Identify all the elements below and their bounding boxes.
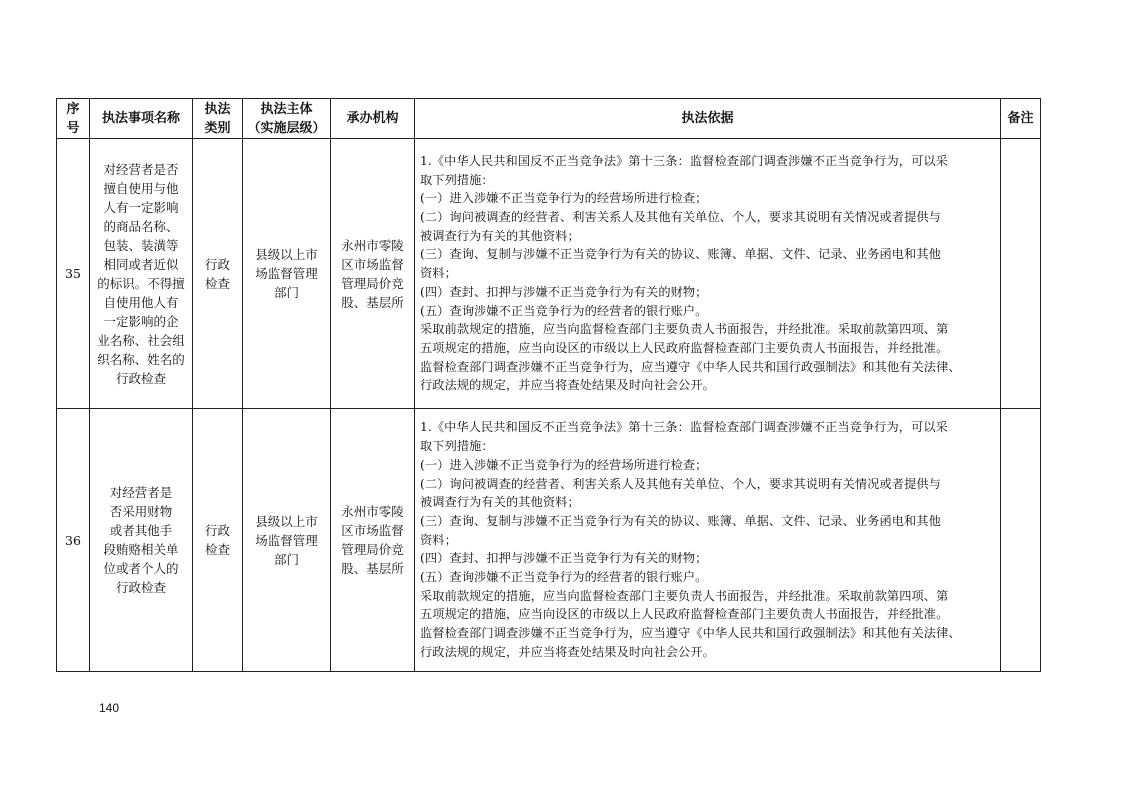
agency-line: 股、基层所 [341, 561, 404, 576]
header-category-line: 执法 [204, 101, 231, 117]
header-seq-line: 号 [66, 120, 80, 136]
row-agency [331, 139, 415, 409]
item-name-line: 段贿赂相关单 [103, 542, 179, 557]
row-basis [415, 409, 1001, 672]
agency-line: 管理局价竞 [341, 542, 404, 557]
basis-line: (二）询问被调查的经营者、利害关系人及其他有关单位、个人，要求其说明有关情况或者提供与 [420, 210, 941, 225]
agency-line: 区市场监督 [341, 523, 404, 538]
item-name-line: 对经营者是否 [103, 161, 179, 177]
basis-line: (一）进入涉嫌不正当竞争行为的经营场所进行检查； [420, 457, 708, 472]
item-name-line: 否采用财物 [109, 504, 173, 519]
header-basis: 执法依据 [415, 99, 1001, 139]
row-remarks [1001, 139, 1041, 409]
basis-line: 监督检查部门调查涉嫌不正当竞争行为，应当遵守《中华人民共和国行政强制法》和其他有关法律、 [420, 359, 961, 374]
item-name-line: 织名称、姓名的 [97, 351, 185, 367]
row-category [193, 409, 243, 672]
item-name-line: 对经营者是 [109, 485, 173, 500]
item-name-line: 位或者个人的 [103, 561, 179, 576]
subject-line: 县级以上市 [255, 513, 318, 529]
basis-line: 五项规定的措施，应当向设区的市级以上人民政府监督检查部门主要负责人书面报告，并经批准。 [420, 340, 949, 355]
row-seq-text: 36 [65, 532, 81, 548]
row-remarks [1001, 409, 1041, 672]
row-subject [243, 409, 331, 672]
basis-line: 被调查行为有关的其他资料； [420, 228, 580, 243]
item-name-line: 的商品名称、 [103, 218, 179, 234]
subject-line: 部门 [273, 285, 299, 300]
basis-line: (四）查封、扣押与涉嫌不正当竞争行为有关的财物； [420, 284, 708, 299]
row-agency [331, 409, 415, 672]
category-line: 检查 [204, 275, 230, 291]
header-subject-line: 执法主体 [260, 101, 313, 117]
row-category [193, 139, 243, 409]
header-remarks: 备注 [1001, 99, 1041, 139]
basis-line: (三）查询、复制与涉嫌不正当竞争行为有关的协议、账簿、单据、文件、记录、业务函电和其他 [420, 513, 941, 528]
basis-line: 行政法规的规定，并应当将查处结果及时向社会公开。 [420, 644, 715, 659]
subject-line: 场监督管理 [255, 266, 318, 281]
category-line: 行政 [204, 256, 230, 272]
item-name-line: 擅自使用与他 [103, 180, 179, 196]
header-seq-line: 序 [66, 101, 80, 117]
item-name-line: 一定影响的企 [103, 313, 179, 329]
header-agency: 承办机构 [331, 99, 415, 139]
basis-line: (一）进入涉嫌不正当竞争行为的经营场所进行检查； [420, 191, 708, 206]
basis-line: 资料； [420, 532, 457, 547]
header-seq [57, 99, 90, 139]
basis-line: 取下列措施： [420, 172, 494, 187]
agency-line: 股、基层所 [341, 294, 404, 310]
header-item-name: 执法事项名称 [90, 99, 193, 139]
row-item-name [90, 139, 193, 409]
row-seq [57, 409, 90, 672]
basis-line: (二）询问被调查的经营者、利害关系人及其他有关单位、个人，要求其说明有关情况或者提供与 [420, 476, 941, 491]
basis-line: 监督检查部门调查涉嫌不正当竞争行为，应当遵守《中华人民共和国行政强制法》和其他有关法律、 [420, 626, 961, 641]
agency-line: 管理局价竞 [341, 275, 404, 291]
basis-line: 采取前款规定的措施，应当向监督检查部门主要负责人书面报告，并经批准。采取前款第四项、第 [420, 588, 949, 603]
agency-line: 永州市零陵 [341, 237, 404, 253]
basis-line: 被调查行为有关的其他资料； [420, 495, 580, 510]
table-header-row [57, 99, 1041, 139]
subject-line: 县级以上市 [255, 247, 318, 262]
header-subject-line: （实施层级） [247, 120, 326, 136]
basis-line: 五项规定的措施，应当向设区的市级以上人民政府监督检查部门主要负责人书面报告，并经批准。 [420, 607, 949, 622]
row-seq-text: 35 [65, 266, 81, 281]
basis-line: 行政法规的规定，并应当将查处结果及时向社会公开。 [420, 378, 715, 393]
basis-line: (三）查询、复制与涉嫌不正当竞争行为有关的协议、账簿、单据、文件、记录、业务函电和其他 [420, 247, 941, 262]
agency-line: 永州市零陵 [341, 504, 404, 519]
row-seq [57, 139, 90, 409]
subject-line: 部门 [273, 551, 299, 567]
basis-line: (五）查询涉嫌不正当竞争行为的经营者的银行账户。 [420, 303, 708, 318]
basis-line: (五）查询涉嫌不正当竞争行为的经营者的银行账户。 [420, 570, 708, 585]
header-category-line: 类别 [204, 120, 231, 136]
basis-line: 1.《中华人民共和国反不正当竞争法》第十三条：监督检查部门调查涉嫌不正当竞争行为，可以采 [420, 153, 948, 168]
item-name-line: 的标识。不得擅 [97, 275, 185, 291]
header-category [193, 99, 243, 139]
category-line: 行政 [204, 523, 230, 538]
header-subject [243, 99, 331, 139]
item-name-line: 行政检查 [115, 370, 166, 386]
item-name-line: 人有一定影响 [103, 199, 179, 215]
table-row [57, 409, 1041, 672]
agency-line: 区市场监督 [341, 256, 404, 272]
basis-line: 采取前款规定的措施，应当向监督检查部门主要负责人书面报告，并经批准。采取前款第四项、第 [420, 322, 949, 337]
basis-line: 1.《中华人民共和国反不正当竞争法》第十三条：监督检查部门调查涉嫌不正当竞争行为，可以采 [420, 420, 948, 435]
item-name-line: 相同或者近似 [103, 256, 179, 272]
basis-line: 取下列措施： [420, 439, 494, 454]
subject-line: 场监督管理 [255, 532, 318, 548]
row-item-name [90, 409, 193, 672]
enforcement-table [56, 98, 1041, 672]
row-subject [243, 139, 331, 409]
table-row [57, 139, 1041, 409]
item-name-line: 行政检查 [115, 580, 166, 595]
item-name-line: 业名称、社会组 [97, 332, 185, 348]
item-name-line: 或者其他手 [109, 523, 173, 538]
row-basis [415, 139, 1001, 409]
basis-line: (四）查封、扣押与涉嫌不正当竞争行为有关的财物； [420, 551, 708, 566]
basis-line: 资料； [420, 266, 457, 281]
item-name-line: 包装、装潢等 [103, 237, 179, 253]
page-number: 140 [99, 701, 120, 715]
item-name-line: 自使用他人有 [103, 294, 179, 310]
category-line: 检查 [204, 542, 230, 557]
